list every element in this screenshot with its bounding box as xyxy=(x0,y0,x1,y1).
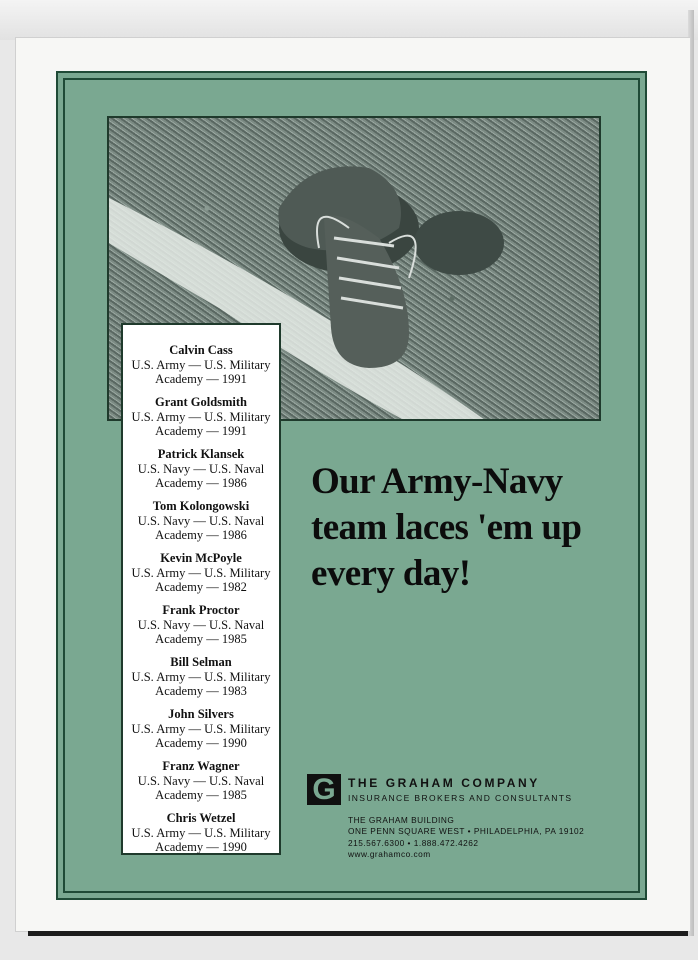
member-service-line: U.S. Army — U.S. Military xyxy=(131,826,271,840)
roster-member xyxy=(123,811,279,854)
member-name: Franz Wagner xyxy=(162,759,240,773)
roster-panel xyxy=(121,323,281,855)
graham-logo: G xyxy=(307,774,341,805)
member-service-line: U.S. Army — U.S. Military xyxy=(131,410,271,424)
member-name: Grant Goldsmith xyxy=(154,395,248,409)
member-service-line: Academy — 1986 xyxy=(155,528,247,542)
member-service-line: U.S. Army — U.S. Military xyxy=(131,722,271,736)
member-service-line: Academy — 1990 xyxy=(155,840,247,854)
company-tagline: INSURANCE BROKERS AND CONSULTANTS xyxy=(348,793,573,803)
roster-member xyxy=(123,499,279,542)
roster-member xyxy=(123,759,279,802)
website-link[interactable]: www.grahamco.com xyxy=(348,848,431,859)
member-name: Bill Selman xyxy=(170,655,232,669)
address-line: ONE PENN SQUARE WEST • PHILADELPHIA, PA 19102 xyxy=(348,826,585,837)
member-service-line: U.S. Army — U.S. Military xyxy=(131,566,271,580)
member-name: Patrick Klansek xyxy=(157,447,245,461)
roster-member xyxy=(123,603,279,646)
headline-line: team laces 'em up xyxy=(311,507,582,548)
company-address xyxy=(348,815,584,860)
member-name: John Silvers xyxy=(168,707,234,721)
member-service-line: Academy — 1991 xyxy=(155,424,247,438)
headline-line: Our Army-Navy xyxy=(311,461,563,502)
member-service-line: U.S. Navy — U.S. Naval xyxy=(137,462,265,476)
roster-member xyxy=(123,343,279,386)
member-service-line: U.S. Navy — U.S. Naval xyxy=(137,514,265,528)
member-service-line: Academy — 1986 xyxy=(155,476,247,490)
member-service-line: Academy — 1983 xyxy=(155,684,247,698)
member-name: Frank Proctor xyxy=(162,603,240,617)
member-service-line: U.S. Navy — U.S. Naval xyxy=(137,774,265,788)
member-service-line: Academy — 1982 xyxy=(155,580,247,594)
member-name: Kevin McPoyle xyxy=(160,551,242,565)
roster-member xyxy=(123,707,279,750)
member-name: Chris Wetzel xyxy=(166,811,236,825)
page-shadow xyxy=(28,931,688,936)
roster-member xyxy=(123,395,279,438)
member-service-line: U.S. Army — U.S. Military xyxy=(131,358,271,372)
scan-background xyxy=(0,0,698,40)
roster-member xyxy=(123,447,279,490)
headline-line: every day! xyxy=(311,553,471,594)
member-service-line: Academy — 1985 xyxy=(155,788,247,802)
member-name: Tom Kolongowski xyxy=(152,499,250,513)
headline xyxy=(311,459,631,597)
member-service-line: Academy — 1985 xyxy=(155,632,247,646)
member-service-line: Academy — 1991 xyxy=(155,372,247,386)
member-name: Calvin Cass xyxy=(169,343,233,357)
address-line: 215.567.6300 • 1.888.472.4262 xyxy=(348,837,479,848)
company-name: THE GRAHAM COMPANY xyxy=(348,776,540,790)
roster-member xyxy=(123,655,279,698)
address-line: THE GRAHAM BUILDING xyxy=(348,815,455,825)
member-service-line: U.S. Navy — U.S. Naval xyxy=(137,618,265,632)
member-service-line: U.S. Army — U.S. Military xyxy=(131,670,271,684)
member-service-line: Academy — 1990 xyxy=(155,736,247,750)
roster-member xyxy=(123,551,279,594)
